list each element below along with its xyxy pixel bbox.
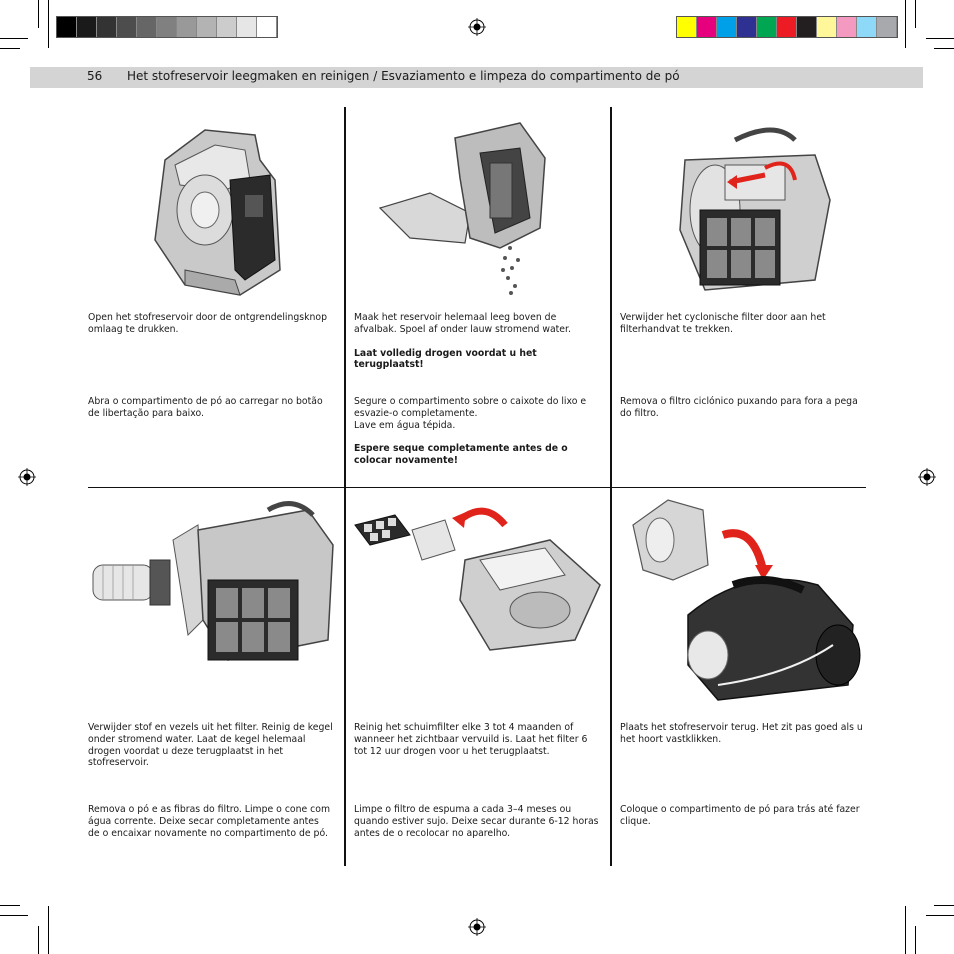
registration-mark-icon — [468, 18, 486, 36]
instruction-text: Reinig het schuimfilter elke 3 tot 4 maanden of wanneer het zichtbaar vervuild is. Laat het filter 6 tot 12 uur drogen voor u het terugplaatst. — [354, 722, 588, 757]
row-divider — [88, 487, 866, 488]
filter-cone-illustration — [88, 500, 343, 670]
step-5-text-nl — [354, 722, 599, 757]
step-2-text-pt — [354, 396, 599, 467]
color-swatch — [877, 17, 897, 37]
instruction-text: Maak het reservoir helemaal leeg boven de afvalbak. Spoel af onder lauw stromend water. — [354, 312, 571, 335]
step-5-text-pt — [354, 804, 599, 839]
instruction-text: Abra o compartimento de pó ao carregar no botão de libertação para baixo. — [88, 396, 323, 419]
page-title: Het stofreservoir leegmaken en reinigen / Esvaziamento e limpeza do compartimento de pó — [127, 69, 680, 83]
instruction-text: Segure o compartimento sobre o caixote do lixo e esvazie-o completamente. Lave em água tépida. — [354, 396, 587, 431]
color-swatch — [217, 17, 237, 37]
color-swatch — [837, 17, 857, 37]
color-swatch — [117, 17, 137, 37]
step-3-text-nl — [620, 312, 865, 336]
step-4-text-pt — [88, 804, 333, 839]
dust-container-open-illustration — [145, 120, 295, 300]
instruction-text: Coloque o compartimento de pó para trás até fazer clique. — [620, 804, 860, 827]
step-2-text-nl — [354, 312, 599, 371]
instruction-text: Open het stofreservoir door de ontgrendelingsknop omlaag te drukken. — [88, 312, 327, 335]
warning-text: Espere seque completamente antes de o colocar novamente! — [354, 443, 568, 467]
color-swatch — [77, 17, 97, 37]
color-swatch — [757, 17, 777, 37]
color-swatch — [677, 17, 697, 37]
color-swatch — [257, 17, 277, 37]
color-swatch — [237, 17, 257, 37]
color-swatch — [817, 17, 837, 37]
page-header — [30, 67, 923, 88]
registration-mark-icon — [18, 468, 36, 486]
reinsert-container-illustration — [628, 495, 866, 710]
color-swatch — [857, 17, 877, 37]
step-3-text-pt — [620, 396, 865, 420]
step-6-text-pt — [620, 804, 865, 828]
color-swatch — [97, 17, 117, 37]
grayscale-calibration-bar — [56, 16, 278, 38]
color-swatch — [797, 17, 817, 37]
foam-filter-illustration — [350, 500, 605, 670]
color-swatch — [697, 17, 717, 37]
registration-mark-icon — [918, 468, 936, 486]
warning-text: Laat volledig drogen voordat u het terugplaatst! — [354, 347, 537, 371]
page-number: 56 — [87, 69, 103, 83]
cyclonic-filter-removal-illustration — [665, 120, 835, 300]
instruction-text: Limpe o filtro de espuma a cada 3–4 meses ou quando estiver sujo. Deixe secar durante 6-12 horas antes de o recolocar no aparelho. — [354, 804, 599, 839]
instruction-text: Plaats het stofreservoir terug. Het zit pas goed als u het hoort vastklikken. — [620, 722, 863, 745]
step-1-text-nl — [88, 312, 333, 336]
instruction-text: Verwijder stof en vezels uit het filter. Reinig de kegel onder stromend water. Laat de kegel helemaal drogen voordat u deze terugplaatst in het stofreservoir. — [88, 722, 333, 769]
color-swatch — [777, 17, 797, 37]
emptying-dust-illustration — [370, 118, 570, 298]
instruction-text: Verwijder het cyclonische filter door aan het filterhandvat te trekken. — [620, 312, 826, 335]
color-swatch — [737, 17, 757, 37]
step-1-text-pt — [88, 396, 333, 420]
color-swatch — [157, 17, 177, 37]
instruction-text: Remova o pó e as fibras do filtro. Limpe o cone com água corrente. Deixe secar completamente antes de o encaixar novamente no compartimento de pó. — [88, 804, 331, 839]
column-divider — [610, 107, 612, 487]
color-calibration-bar — [676, 16, 898, 38]
color-swatch — [57, 17, 77, 37]
color-swatch — [717, 17, 737, 37]
color-swatch — [137, 17, 157, 37]
column-divider — [344, 488, 346, 866]
registration-mark-icon — [468, 918, 486, 936]
column-divider — [610, 488, 612, 866]
instruction-text: Remova o filtro ciclónico puxando para fora a pega do filtro. — [620, 396, 858, 419]
column-divider — [344, 107, 346, 487]
step-6-text-nl — [620, 722, 865, 746]
color-swatch — [177, 17, 197, 37]
color-swatch — [197, 17, 217, 37]
step-4-text-nl — [88, 722, 333, 769]
